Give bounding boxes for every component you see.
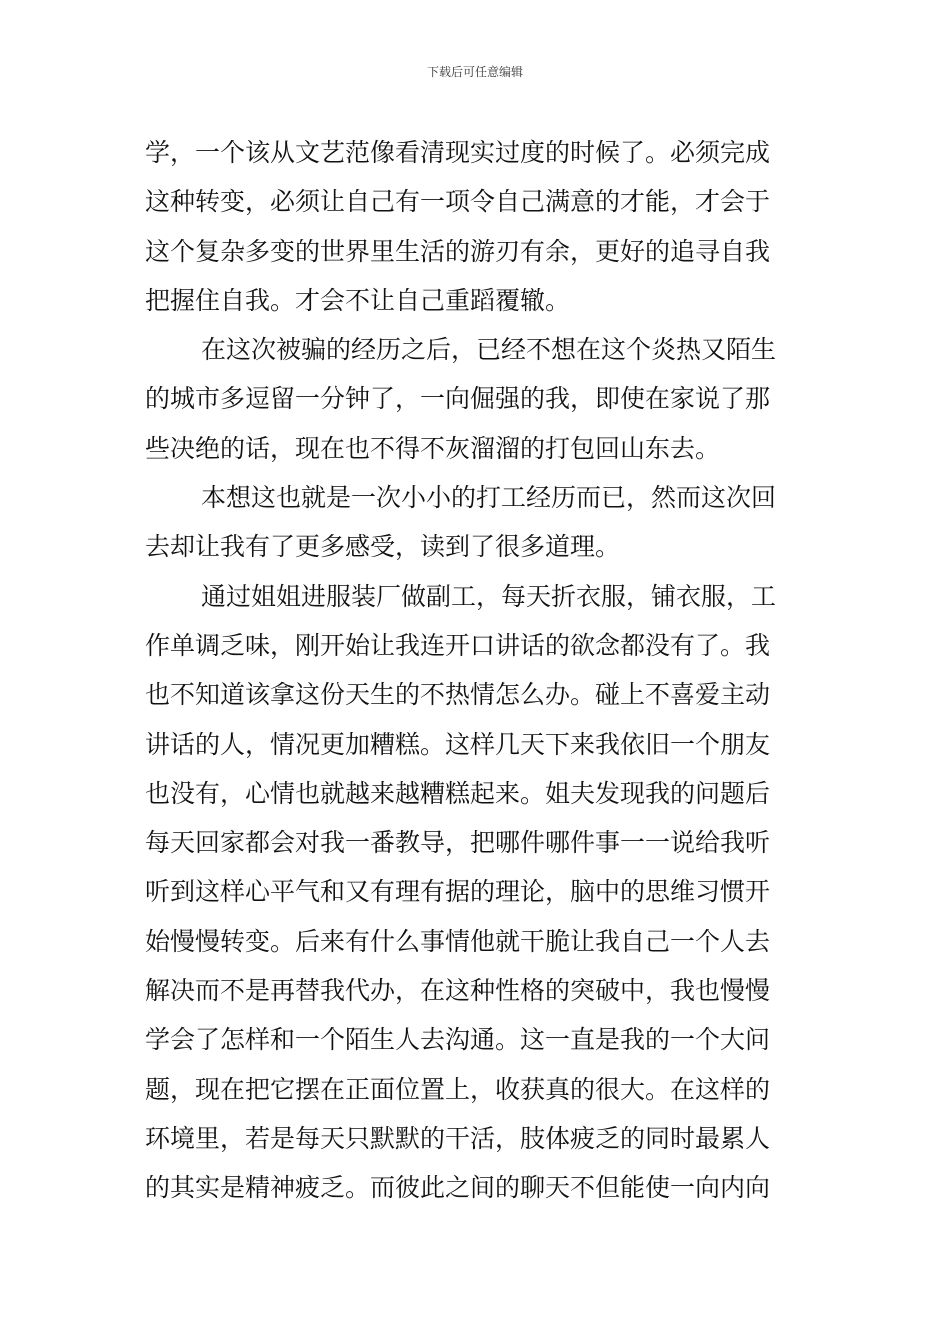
document-body xyxy=(145,128,807,1213)
text-line: 听到这样心平气和又有理有据的理论，脑中的思维习惯开 xyxy=(145,877,771,907)
text-line: 也没有，心情也就越来越糟糕起来。姐夫发现我的问题后 xyxy=(145,778,771,808)
paragraph-first-line: 在这次被骗的经历之后，已经不想在这个炎热又陌生 xyxy=(201,335,777,365)
text-line: 去却让我有了更多感受，读到了很多道理。 xyxy=(145,532,621,562)
paragraph-first-line: 本想这也就是一次小小的打工经历而已，然而这次回 xyxy=(201,483,777,513)
text-line: 解决而不是再替我代办，在这种性格的突破中，我也慢慢 xyxy=(145,976,771,1006)
text-line: 把握住自我。才会不让自己重蹈覆辙。 xyxy=(145,285,571,315)
paragraph-first-line: 通过姐姐进服装厂做副工，每天折衣服，铺衣服，工 xyxy=(201,581,777,611)
text-line: 些决绝的话，现在也不得不灰溜溜的打包回山东去。 xyxy=(145,433,721,463)
text-line: 每天回家都会对我一番教导，把哪件哪件事一一说给我听 xyxy=(145,828,771,858)
text-line: 学，一个该从文艺范像看清现实过度的时候了。必须完成 xyxy=(145,138,771,167)
text-line: 的其实是精神疲乏。而彼此之间的聊天不但能使一向内向 xyxy=(145,1173,771,1203)
page-header: 下载后可任意编辑 xyxy=(426,65,523,79)
text-line: 作单调乏味，刚开始让我连开口讲话的欲念都没有了。我 xyxy=(145,630,771,660)
text-line: 这种转变，必须让自己有一项令自己满意的才能，才会于 xyxy=(145,187,771,217)
text-line: 讲话的人，情况更加糟糕。这样几天下来我依旧一个朋友 xyxy=(145,729,771,759)
text-line: 题，现在把它摆在正面位置上，收获真的很大。在这样的 xyxy=(145,1074,771,1104)
text-line: 学会了怎样和一个陌生人去沟通。这一直是我的一个大问 xyxy=(145,1025,771,1055)
text-line: 环境里，若是每天只默默的干活，肢体疲乏的同时最累人 xyxy=(145,1123,771,1153)
text-line: 也不知道该拿这份天生的不热情怎么办。碰上不喜爱主动 xyxy=(145,680,771,710)
text-line: 始慢慢转变。后来有什么事情他就干脆让我自己一个人去 xyxy=(145,926,771,956)
text-line: 这个复杂多变的世界里生活的游刃有余，更好的追寻自我 xyxy=(145,236,771,266)
text-line: 的城市多逗留一分钟了，一向倔强的我，即使在家说了那 xyxy=(145,384,771,414)
